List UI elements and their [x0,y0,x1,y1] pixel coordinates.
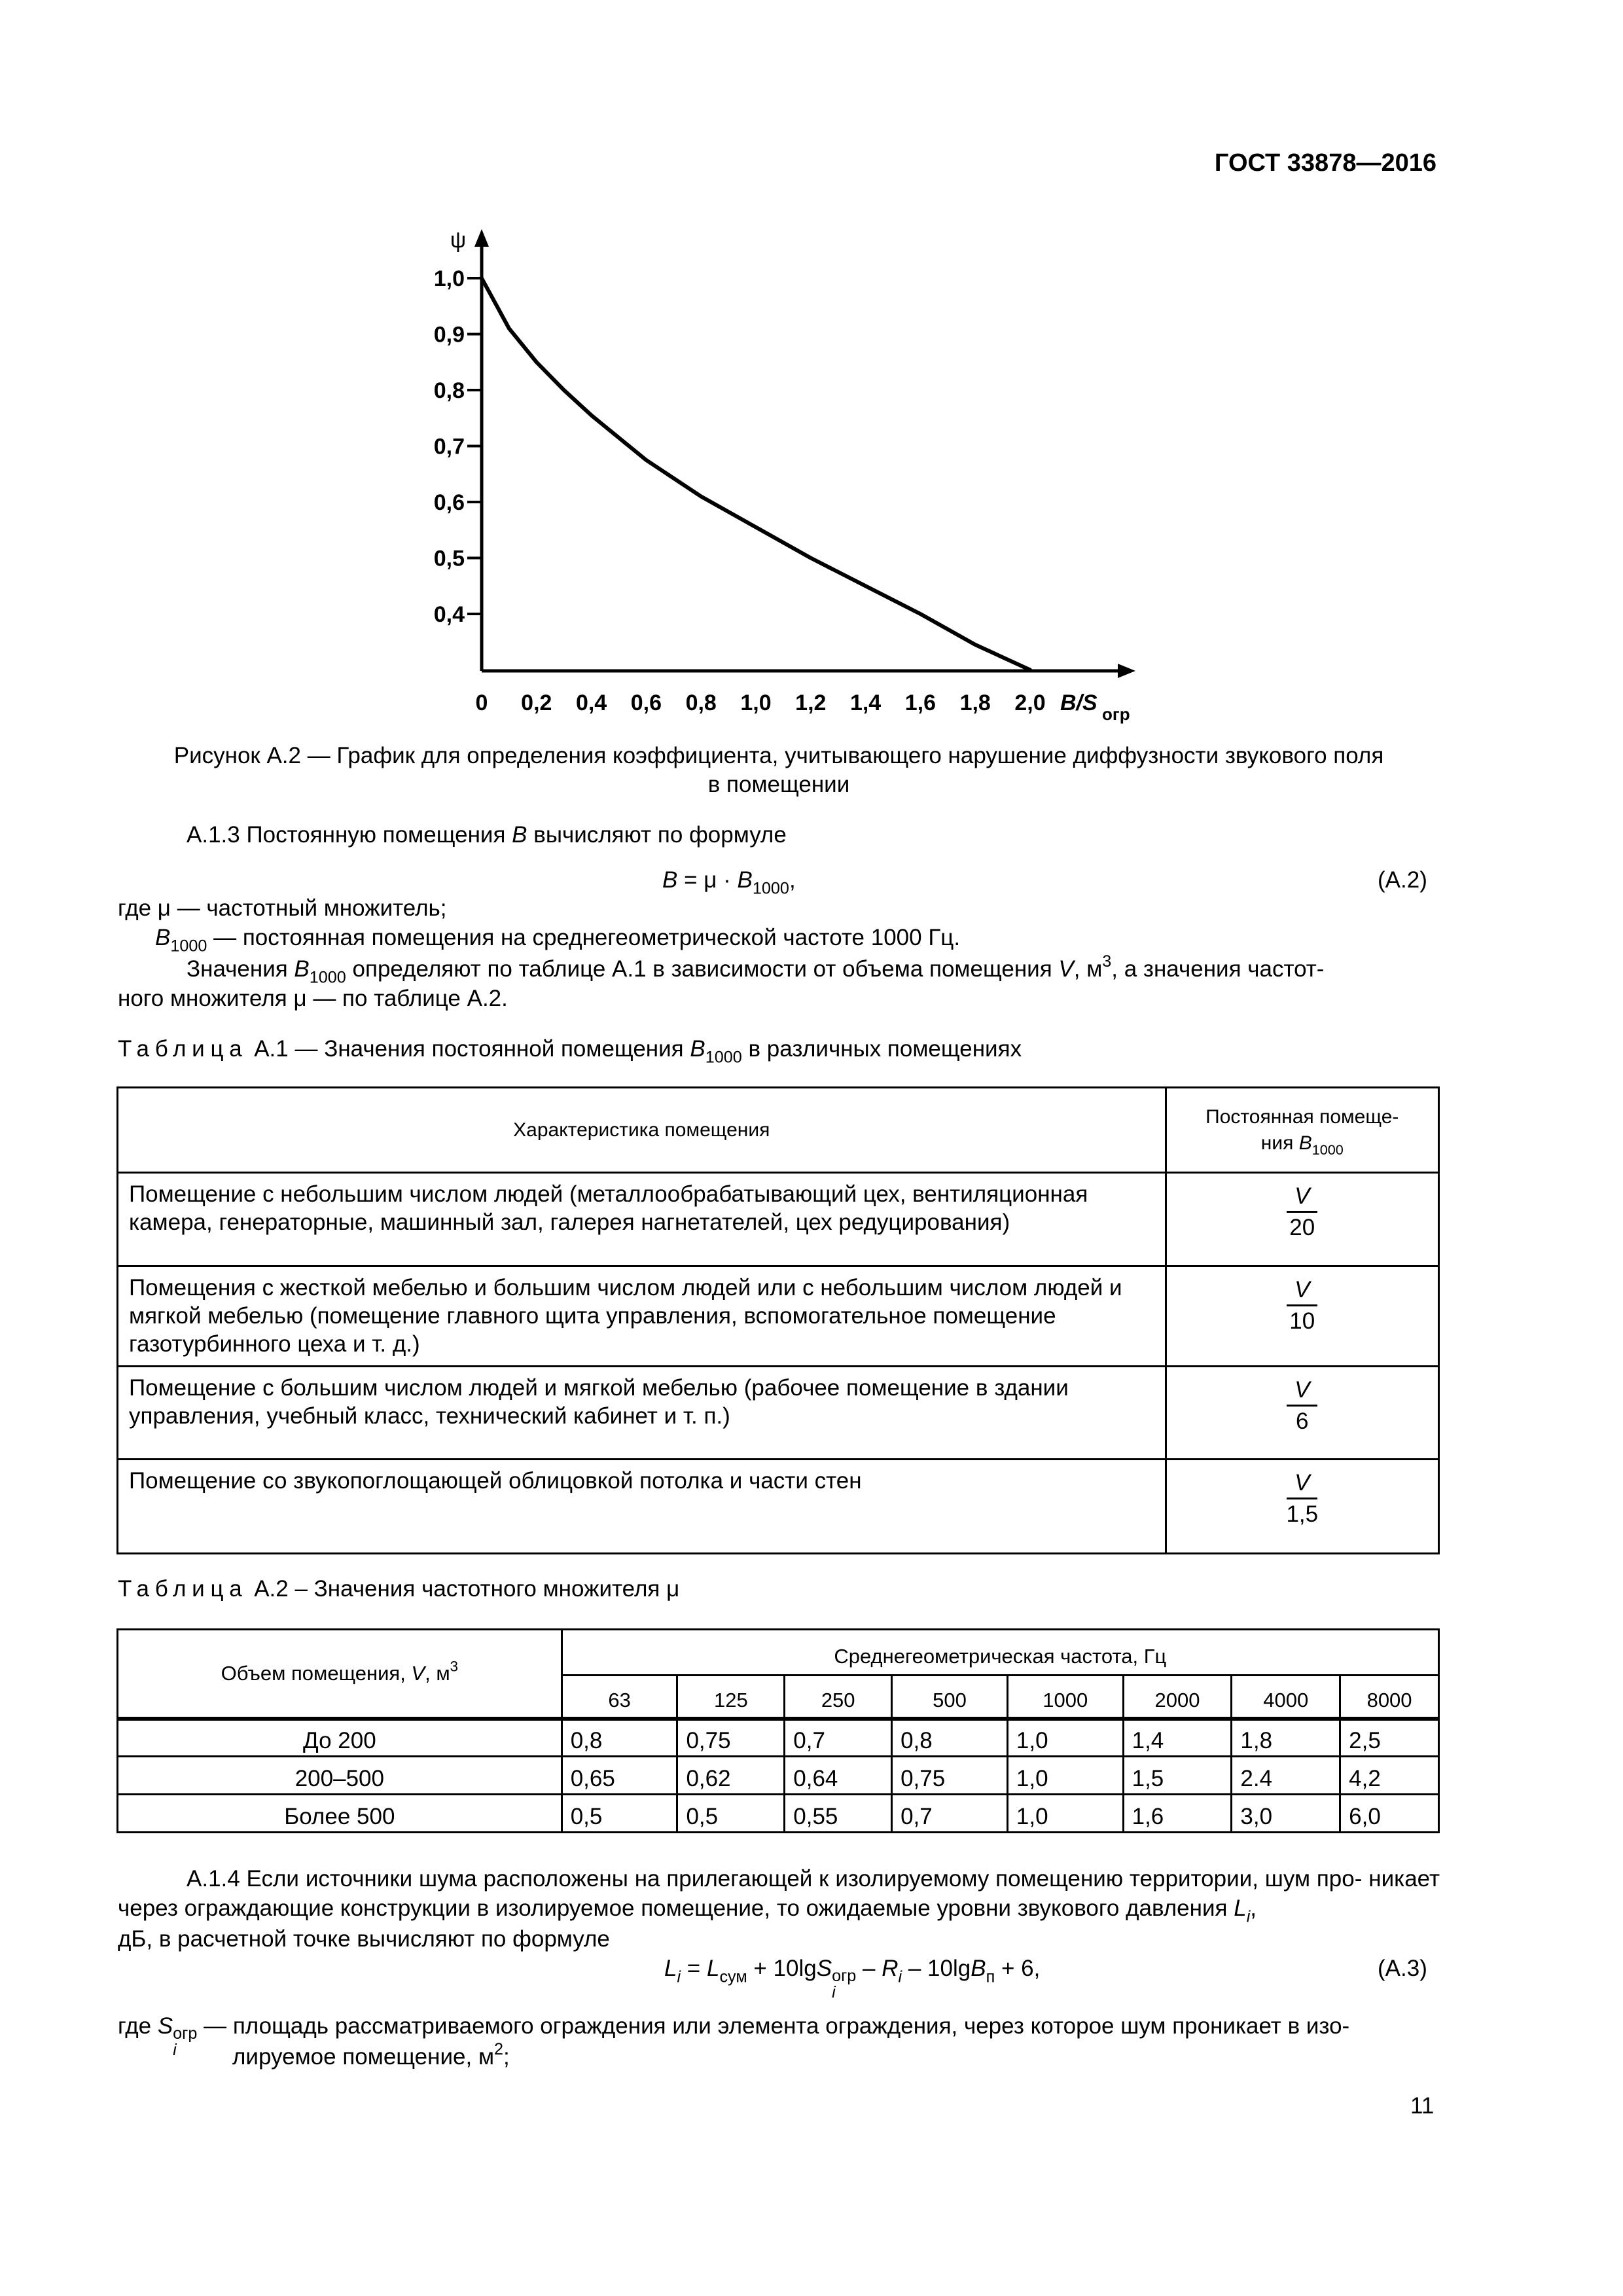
x-tick-label: 1,6 [904,691,936,715]
document-code: ГОСТ 33878—2016 [1214,149,1436,177]
figure-caption-line1: Рисунок А.2 — График для определения коэффициента, учитывающего нарушение диффузности звукового поля [173,743,1384,768]
freq-header: 250 [785,1676,892,1719]
x-tick-label: 0,2 [521,691,552,715]
figure-caption [118,742,1440,799]
mu-value: 1,4 [1123,1719,1232,1757]
freq-header: 1000 [1007,1676,1123,1719]
where-s-definition: где S огр i — площадь рассматриваемого ограждения или элемента ограждения, через которое шум проникает в изо- [118,2013,1350,2059]
table-a1 [116,1086,1440,1554]
mu-value: 0,65 [562,1757,677,1795]
table-a1-value [1166,1266,1438,1367]
table-a1-description: Помещение с небольшим числом людей (металлообрабатывающий цех, вентиляционная камера, генераторные, машинный зал, галерея нагнетателей, цех редуцирования) [118,1173,1166,1266]
x-tick-label: 1,0 [740,691,772,715]
fraction: $\frac{V}{1,5}$ [1286,1470,1319,1527]
mu-value: 1,8 [1232,1719,1340,1757]
y-axis-label: ψ [450,228,467,253]
mu-value: 1,0 [1007,1719,1123,1757]
table-row [118,1719,1439,1757]
where-mu: где μ — частотный множитель; [118,895,447,921]
table-row [118,1367,1439,1460]
section-a14-line3: дБ, в расчетной точке вычисляют по формуле [118,1926,610,1952]
mu-value: 0,55 [785,1795,892,1833]
y-tick-label: 0,7 [433,434,465,459]
x-tick-label: 0 [475,691,488,715]
y-tick-label: 0,6 [433,490,465,515]
formula-a3: $L_i = L_{сум} + 10\lg S$ огр i – $R_i - 10\lg B_п + 6$, [664,1956,1041,2001]
mu-value: 0,5 [677,1795,785,1833]
x-tick-label: 1,8 [959,691,991,715]
mu-value: 0,8 [892,1719,1008,1757]
y-tick-label: 0,8 [433,378,465,403]
table-a1-title: Таблица А.1 — Значения постоянной помещения $B_{1000}$ в различных помещениях [118,1036,1022,1067]
x-axis-label-subscript: огр [1102,704,1130,724]
formula-a2: $B = \mu \cdot B_{1000}$, [662,867,796,898]
freq-header: 500 [892,1676,1008,1719]
x-axis-arrow [1118,664,1135,678]
chart-plot-area [434,228,1135,724]
values-b1000-line1: Значения $B_{1000}$ определяют по таблице А.1 в зависимости от объема помещения V, $м^3$, а значения частот- [187,952,1325,987]
freq-header: 4000 [1232,1676,1340,1719]
table-a1-description: Помещения с жесткой мебелью и большим числом людей или с небольшим числом людей и мягкой мебелью (помещение главного щита управления, вспомогательное помещение газотурбинного цеха и т. д.) [118,1266,1166,1367]
volume-label: 200–500 [118,1757,562,1795]
y-tick-label: 0,9 [433,322,465,348]
table-row [118,1757,1439,1795]
page-number: 11 [1410,2093,1435,2119]
figure-caption-line2: в помещении [707,772,850,797]
mu-value: 0,5 [562,1795,677,1833]
mu-value: 0,75 [677,1719,785,1757]
table-a2-title: Таблица А.2 – Значения частотного множителя μ [118,1576,680,1602]
x-tick-label: 0,6 [630,691,662,715]
y-tick-label: 0,5 [433,546,465,571]
table-row [118,1795,1439,1833]
table-row [118,1173,1439,1266]
mu-value: 3,0 [1232,1795,1340,1833]
freq-header: 8000 [1340,1676,1439,1719]
table-a1-header-row [118,1088,1439,1173]
x-tick-label: 0,8 [685,691,717,715]
table-a2-header-frequency-group: Среднегеометрическая частота, Гц [562,1630,1438,1676]
table-a1-value [1166,1367,1438,1460]
mu-value: 2.4 [1232,1757,1340,1795]
table-a2 [116,1628,1440,1833]
fraction: $\frac{V}{20}$ [1287,1183,1317,1242]
mu-value: 1,6 [1123,1795,1232,1833]
table-a1-description: Помещение со звукопоглощающей облицовкой потолка и части стен [118,1460,1166,1554]
volume-label: До 200 [118,1719,562,1757]
x-tick-label: 1,2 [795,691,827,715]
table-a2-header-volume: Объем помещения, V, $м^3$ [118,1630,562,1719]
x-tick-label: 0,4 [575,691,607,715]
x-tick-label: 1,4 [849,691,882,715]
mu-value: 2,5 [1340,1719,1439,1757]
table-a1-header-constant: Постоянная помеще- ния $B_{1000}$ [1166,1088,1438,1173]
mu-value: 0,8 [562,1719,677,1757]
mu-value: 1,0 [1007,1757,1123,1795]
fraction: $\frac{V}{6}$ [1287,1377,1317,1435]
formula-a2-number: (А.2) [1378,867,1427,893]
table-a2-header-row [118,1630,1439,1676]
mu-value: 1,5 [1123,1757,1232,1795]
mu-value: 6,0 [1340,1795,1439,1833]
freq-header: 63 [562,1676,677,1719]
psi-curve [482,278,1030,670]
table-a1-header-characteristic: Характеристика помещения [118,1088,1166,1173]
b1000-definition: $B_{1000}$ — постоянная помещения на среднегеометрической частоте 1000 Гц. [155,925,961,956]
fraction: $\frac{V}{10}$ [1287,1277,1317,1335]
y-axis-arrow [474,229,489,247]
mu-value: 1,0 [1007,1795,1123,1833]
freq-header: 125 [677,1676,785,1719]
where-s-definition-line2: лируемое помещение, $м^2$; [232,2039,510,2070]
x-tick-label: 2,0 [1014,691,1046,715]
psi-chart [0,0,1623,733]
y-tick-label: 1,0 [433,266,465,291]
mu-value: 0,7 [785,1719,892,1757]
x-axis-label: B/S [1060,691,1097,715]
section-a13-intro: А.1.3 Постоянную помещения B вычисляют по формуле [187,822,787,848]
table-a1-value [1166,1173,1438,1266]
table-a1-description: Помещение с большим числом людей и мягкой мебелью (рабочее помещение в здании управления, учебный класс, технический кабинет и т. п.) [118,1367,1166,1460]
mu-value: 4,2 [1340,1757,1439,1795]
table-row [118,1266,1439,1367]
values-b1000-line2: ного множителя μ — по таблице А.2. [118,986,508,1011]
table-a1-value [1166,1460,1438,1554]
freq-header: 2000 [1123,1676,1232,1719]
mu-value: 0,7 [892,1795,1008,1833]
y-tick-label: 0,4 [433,602,465,627]
mu-value: 0,75 [892,1757,1008,1795]
formula-a3-number: (А.3) [1378,1956,1427,1981]
mu-value: 0,62 [677,1757,785,1795]
section-a14-paragraph: А.1.4 Если источники шума расположены на прилегающей к изолируемому помещению территории, шум про- никает через ограждающие конструкции в изолируемое помещение, то ожидаемые уровни звукового давления $L_i$, [118,1866,1440,1926]
volume-label: Более 500 [118,1795,562,1833]
table-row [118,1460,1439,1554]
mu-value: 0,64 [785,1757,892,1795]
